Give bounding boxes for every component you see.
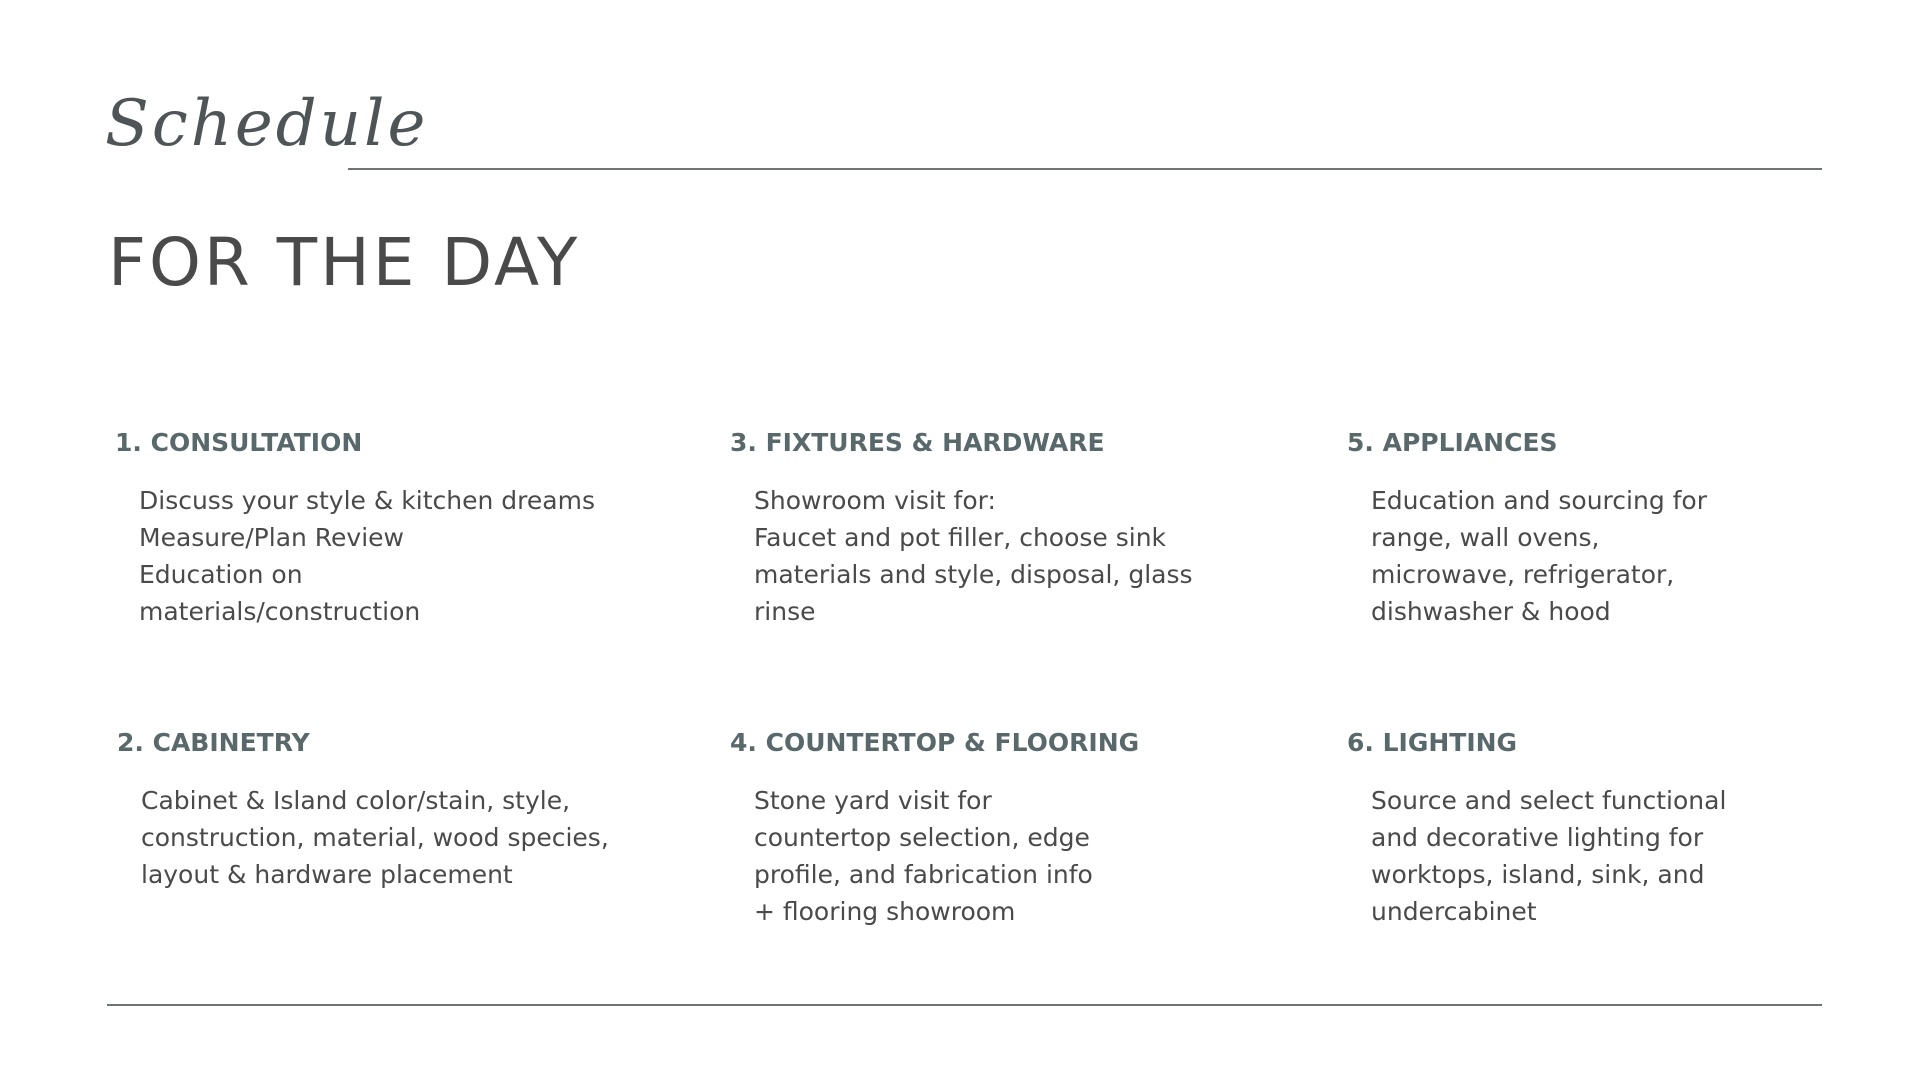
top-divider xyxy=(348,168,1822,170)
description-line: materials and style, disposal, glass xyxy=(754,560,1193,589)
script-title: Schedule xyxy=(105,87,429,161)
description-line: undercabinet xyxy=(1371,897,1537,926)
item-description xyxy=(1347,482,1907,630)
description-line: construction, material, wood species, xyxy=(141,823,609,852)
schedule-item-countertop-flooring xyxy=(730,728,1290,930)
description-line: Education and sourcing for xyxy=(1371,486,1708,515)
schedule-item-lighting xyxy=(1347,728,1907,930)
description-line: and decorative lighting for xyxy=(1371,823,1704,852)
description-line: range, wall ovens, xyxy=(1371,523,1600,552)
schedule-item-consultation xyxy=(115,428,675,630)
description-line: Showroom visit for: xyxy=(754,486,996,515)
item-description xyxy=(117,782,677,893)
item-heading: 4. COUNTERTOP & FLOORING xyxy=(730,728,1140,757)
schedule-item-appliances xyxy=(1347,428,1907,630)
description-line: materials/construction xyxy=(139,597,421,626)
item-heading: 5. APPLIANCES xyxy=(1347,428,1558,457)
description-line: Education on xyxy=(139,560,303,589)
description-line: profile, and fabrication info xyxy=(754,860,1093,889)
description-line: dishwasher & hood xyxy=(1371,597,1611,626)
item-description xyxy=(730,482,1290,630)
description-line: microwave, refrigerator, xyxy=(1371,560,1675,589)
item-heading: 2. CABINETRY xyxy=(117,728,310,757)
item-heading: 3. FIXTURES & HARDWARE xyxy=(730,428,1105,457)
description-line: worktops, island, sink, and xyxy=(1371,860,1705,889)
schedule-item-fixtures-hardware xyxy=(730,428,1290,630)
description-line: countertop selection, edge xyxy=(754,823,1090,852)
description-line: Source and select functional xyxy=(1371,786,1727,815)
description-line: Cabinet & Island color/stain, style, xyxy=(141,786,571,815)
description-line: rinse xyxy=(754,597,816,626)
description-line: Discuss your style & kitchen dreams xyxy=(139,486,595,515)
page-title: FOR THE DAY xyxy=(108,224,581,301)
item-description xyxy=(730,782,1290,930)
item-description xyxy=(1347,782,1907,930)
bottom-divider xyxy=(107,1004,1822,1006)
description-line: layout & hardware placement xyxy=(141,860,513,889)
schedule-item-cabinetry xyxy=(117,728,677,893)
description-line: + flooring showroom xyxy=(754,897,1016,926)
description-line: Faucet and pot filler, choose sink xyxy=(754,523,1167,552)
item-description xyxy=(115,482,675,630)
description-line: Measure/Plan Review xyxy=(139,523,405,552)
item-heading: 6. LIGHTING xyxy=(1347,728,1518,757)
description-line: Stone yard visit for xyxy=(754,786,992,815)
item-heading: 1. CONSULTATION xyxy=(115,428,363,457)
